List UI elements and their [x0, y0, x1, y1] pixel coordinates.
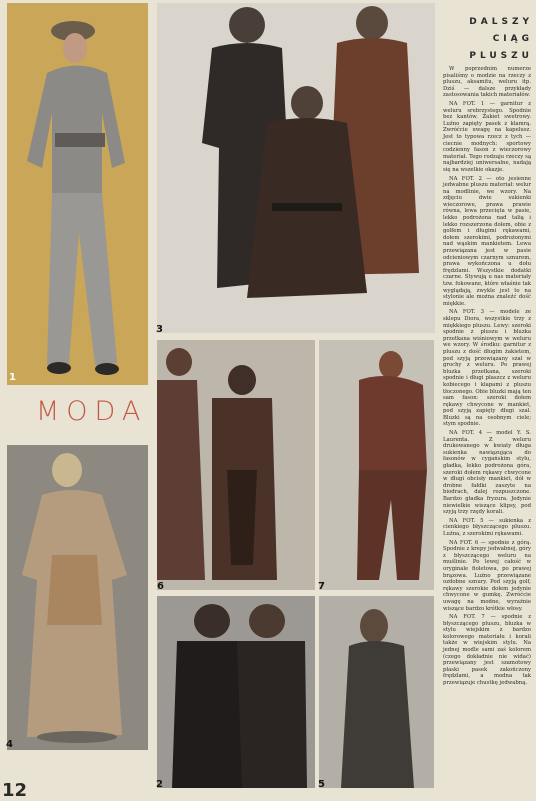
photo-3-number: 3: [156, 324, 163, 335]
photo-1-number: 1: [9, 372, 16, 383]
photo-1-image: [7, 3, 148, 385]
photo-5-number: 5: [318, 779, 325, 790]
photo-5: [319, 596, 434, 788]
photo-3: [157, 3, 435, 333]
photo-4-number: 4: [6, 739, 13, 750]
paragraph-fot-1: NA FOT. 1 — garnitur z weluru srebrzystego. Spodnie bez kantów. Żakiet swetrowy. Luźno zapięty pasek z klamrą. Zwróćcie uwagę na kapelusz. Jest to typowa rzecz z tych — ciecnie modnych: sportowy codzienny fason z wieczorowy materiał. Tego rodzaju rzeczy są najbardziej uniwersalne, nadają się na wszelkie okazje.: [443, 100, 531, 173]
paragraph-fot-4: NA FOT. 4 — model Y. S. Laurenta. Z weluru drukowanego w kwiaty długa sukienka nawiązująca do fasonów w cygańskim stylu, gładka, lekko podrożona góra, szeroki dołem rękawy chwycone w długi obcisły mankiet, dół w drobne fałdki zaszyte na biodrach, dalej rozpuszczone. Bardzo gładka fryzura. Jedynie niewielkie wiszące klipsy, pod szyją trzy rzędy korali.: [443, 430, 531, 516]
photo-7-image: [319, 340, 434, 590]
title-line-3: PLUSZU: [469, 51, 533, 61]
paragraph-fot-3: NA FOT. 3 — modele ze sklepu Diora, wszystkie trzy z miękkiego pluszu. Lewy: szeroki spodnie z pluszu i bluzka przetkana wiśniowym w weluru we wzory. W środku: garnitur z pluszu z dość długim żakietem, pod szyją przewiązany szal w grochy z weluru. Po prawej bluzka przetkana, szeroki spodnie i długi płaszcz z weluru kobiecego i klapami z pluszu tłoczonego. Obie bluzki mają ten sam fason: szeroki dołem rękawy chwycone w mankiet, pod szyją zapięty długi szal. Bluzki są na osobnym ciele; stym spodnie.: [443, 309, 531, 428]
photo-2: [157, 596, 315, 788]
paragraph-fot-5: NA FOT. 5 — sukienka z cienkiego błyszczącego pluszu. Luźna, z szerokimi rękawami.: [443, 517, 531, 537]
photo-4: [7, 445, 148, 750]
photo-1: [7, 3, 148, 385]
article-title: [443, 14, 533, 65]
photo-6-image: [157, 340, 315, 590]
photo-4-image: [7, 445, 148, 750]
title-line-2: CIĄG: [492, 34, 533, 44]
photo-6: [157, 340, 315, 590]
photo-6-number: 6: [157, 581, 164, 592]
photo-7-number: 7: [318, 581, 325, 592]
section-label: MODA: [36, 396, 148, 427]
photo-3-image: [157, 3, 435, 333]
paragraph-fot-2: NA FOT. 2 — oto jesienne jedwabne pluszu materiał: welur na modlinie, we wzory. Na zdjęciu dwie sukienki wieczorowe, prawa prawie równa, lewa przecięta w pasie, lekko podrożona nad talią i lekko rozszerzona dołem, obie z golfem i długimi rękawami, dołem szerokimi, podrożonymi nad wąskim mankietem. Lewa przewiązana jest w pasie odcieniowym czarnym sznurem, prawa wykończona u dołu frędzlami. Wszystkie dodatki czarne. Stywują u nas materiały tzw. fokowane, które właśnie tak wyglądają, zwykle jest to na stylonie ale można znaleźć dość miękkie.: [443, 175, 531, 307]
photo-7: [319, 340, 434, 590]
page-number: 12: [2, 780, 28, 801]
paragraph-fot-6: NA FOT. 6 — spodnie z górą. Spodnie z krepy jedwabnej, góry z błyszczącego weluru na muślinie. Po lewej całość w oryginale fioletowa, po prawej brązowa. Luźno przewiązane ozdobne sznury. Pod szyją golf, rękawy szerokie dołem jedynie chwycone w gumkę. Zwróćcie uwagę na modne, wyraźnie wiszące bardzo krótkie włosy.: [443, 539, 531, 612]
photo-2-image: [157, 596, 315, 788]
paragraph-intro: W poprzednim numerze pisaliśmy o modzie na rzeczy z pluszu, aksamitu, weluru itp. Dziś — dalsze przykłady zastosowania takich materiałów.: [443, 66, 531, 99]
photo-2-number: 2: [156, 779, 163, 790]
article-body: [443, 66, 531, 689]
photo-5-image: [319, 596, 434, 788]
paragraph-fot-7: NA FOT. 7 — spodnie z błyszczącego pluszu, bluzka w stylu wiejskim z bardzo kolorowego materiału i korali także w wiejskim stylu. Na jednej modle sami zaś kolorem (czego dokładnie nie widać) przewiązany jest szamotowy płaski pasek zakończony frędzlami, a modna tak przewiązuje chustkę jedwabną.: [443, 614, 531, 687]
title-line-1: DALSZY: [469, 17, 533, 27]
